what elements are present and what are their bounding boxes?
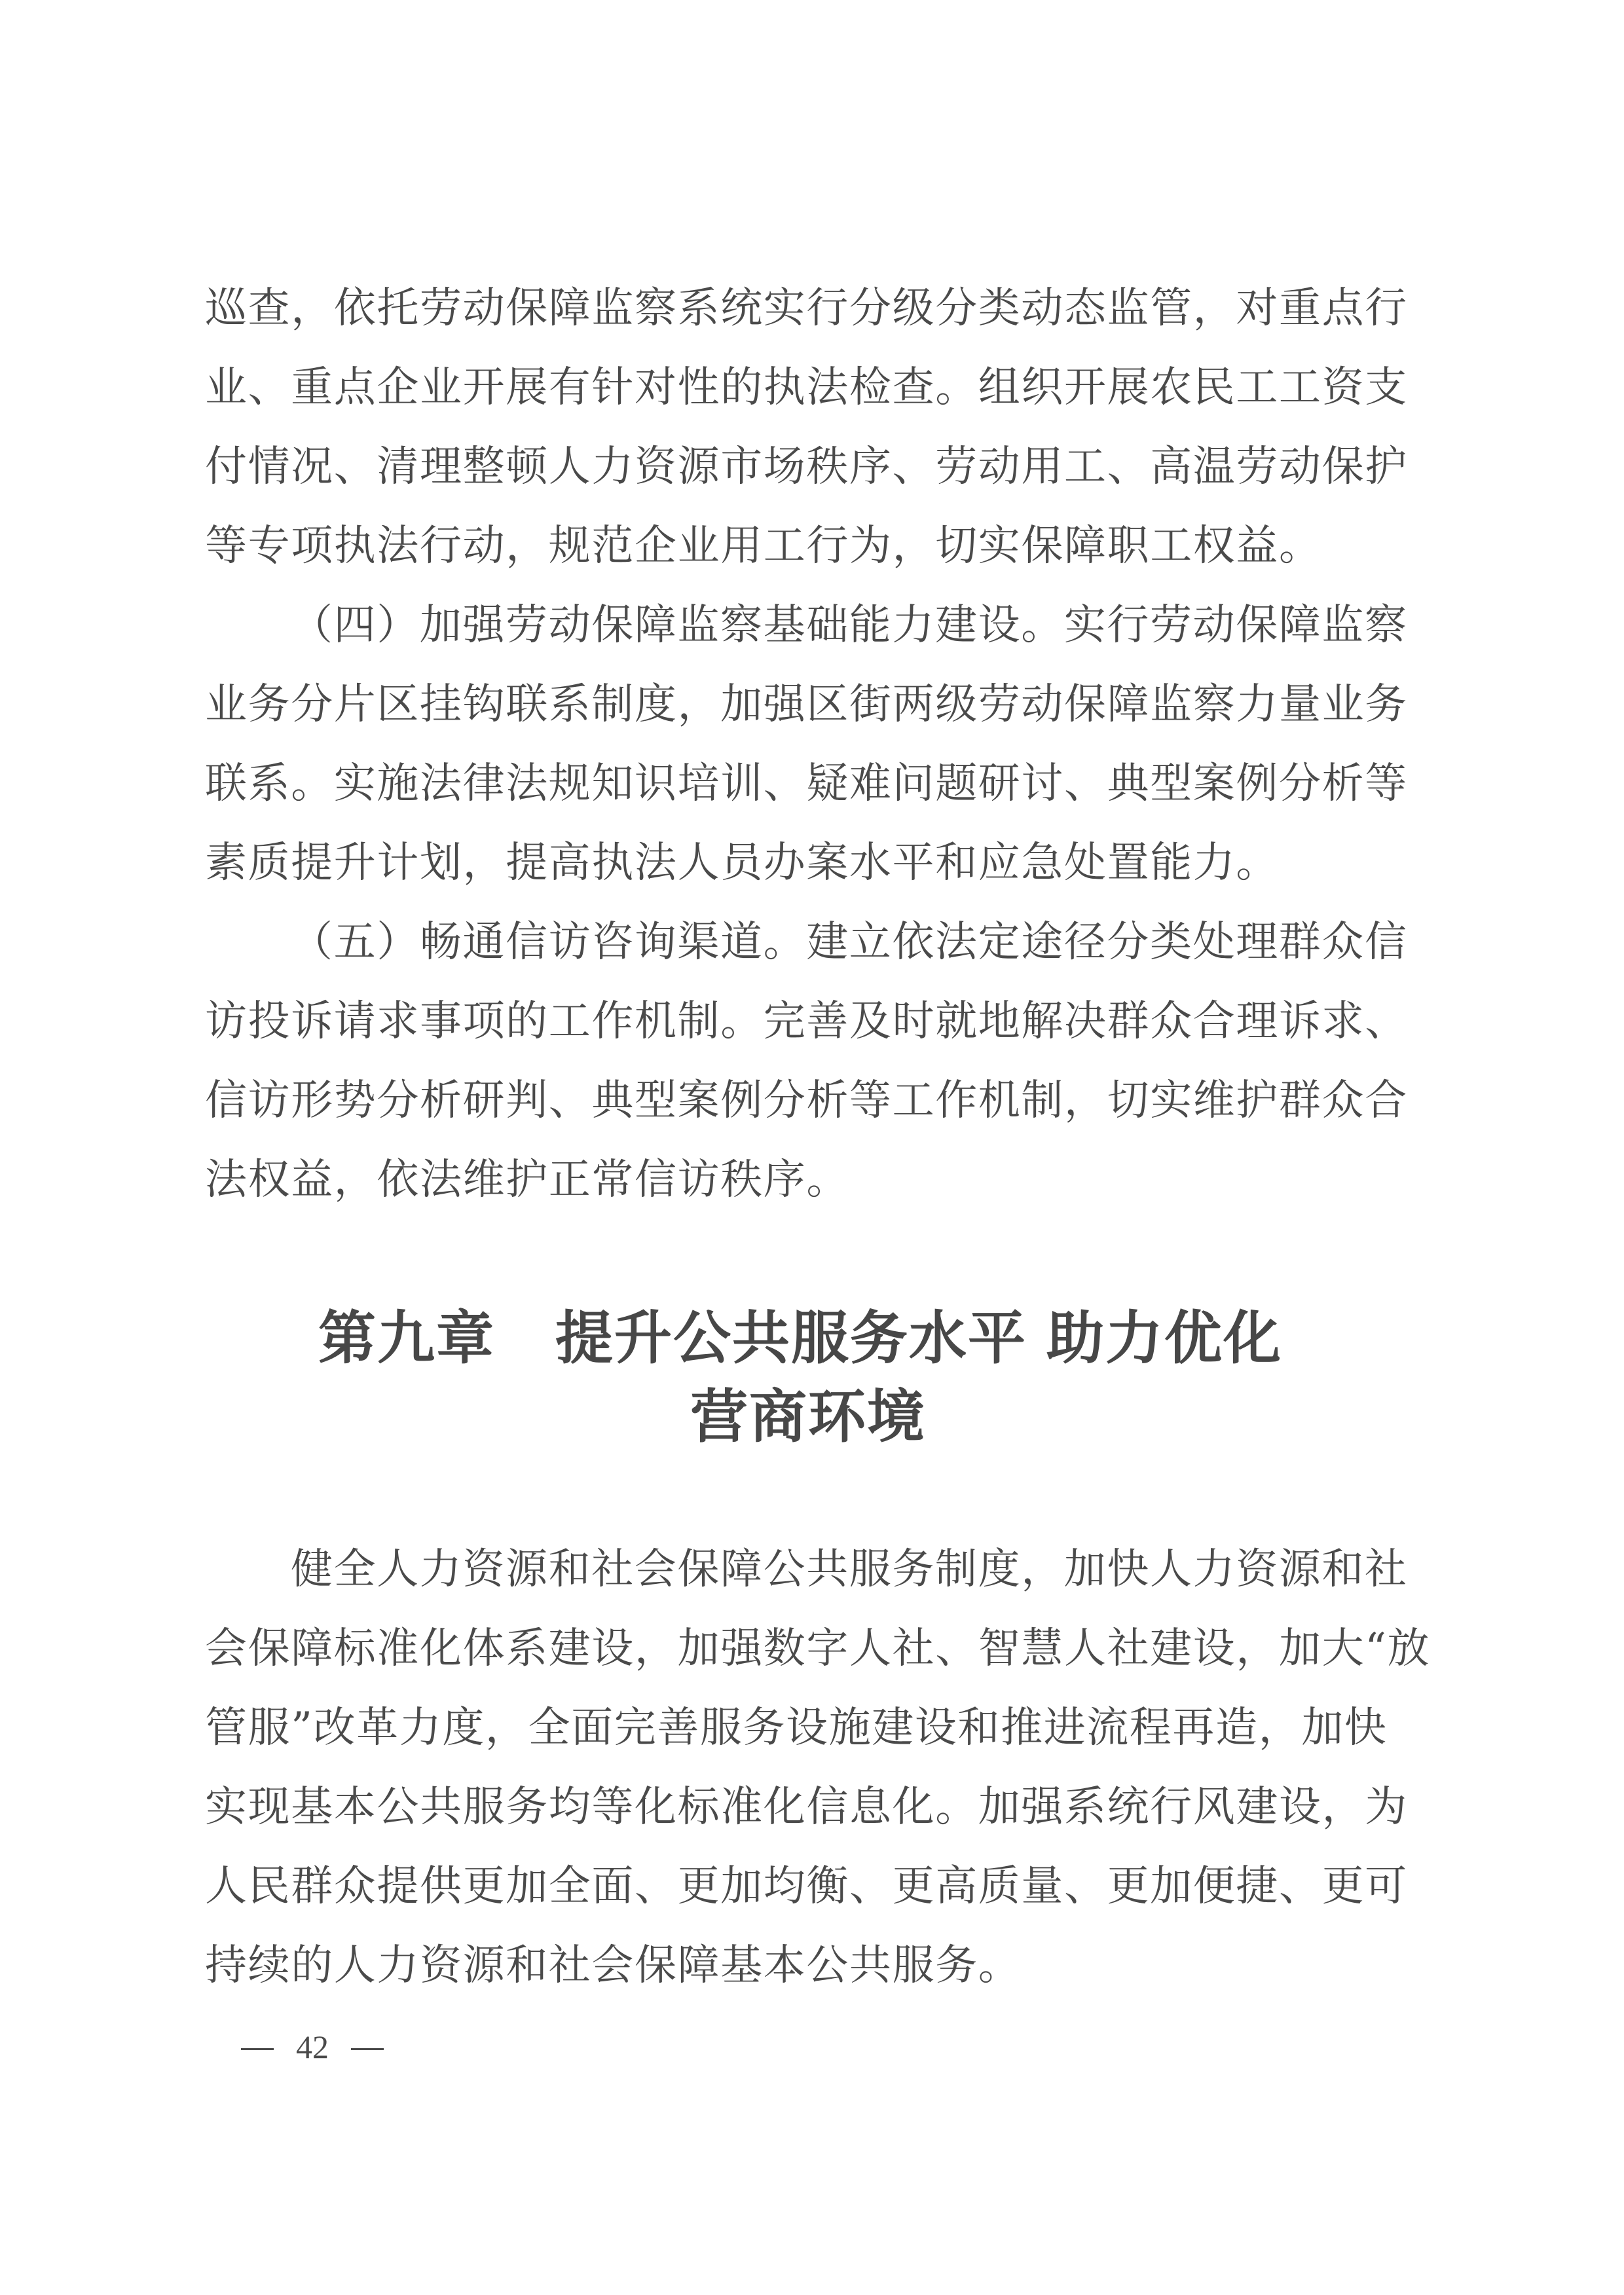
paragraph-line: 联系。实施法律法规知识培训、疑难问题研讨、典型案例分析等 (205, 760, 1408, 808)
chapter-number: 第九章 (318, 1304, 495, 1372)
paragraph-line: 业务分片区挂钩联系制度，加强区街两级劳动保障监察力量业务 (205, 680, 1408, 729)
paragraph-line: 会保障标准化体系建设，加强数字人社、智慧人社建设，加大“放 (205, 1625, 1431, 1673)
chapter-heading-line-1 (0, 1298, 1612, 1377)
paragraph-line: 人民群众提供更加全面、更加均衡、更高质量、更加便捷、更可 (205, 1862, 1408, 1911)
paragraph-line: 健全人力资源和社会保障公共服务制度，加快人力资源和社 (291, 1545, 1408, 1594)
page-number-dash-right (351, 2048, 384, 2050)
page-number-dash-left (241, 2048, 274, 2050)
paragraph-text: 实行劳动保障监察 (1063, 601, 1408, 650)
paragraph-line: 付情况、清理整顿人力资源市场秩序、劳动用工、高温劳动保护 (205, 443, 1408, 491)
item-5-heading: （五）畅通信访咨询渠道。 (291, 918, 807, 966)
paragraph-text: 建立依法定途径分类处理群众信 (806, 918, 1408, 966)
paragraph-line: 等专项执法行动，规范企业用工行为，切实保障职工权益。 (205, 522, 1322, 570)
paragraph-line: 持续的人力资源和社会保障基本公共服务。 (205, 1941, 1022, 1990)
chapter-intro-text (205, 1530, 1431, 2006)
page-number (241, 2027, 384, 2066)
paragraph-line: 访投诉请求事项的工作机制。完善及时就地解决群众合理诉求、 (205, 997, 1408, 1046)
paragraph-line: 业、重点企业开展有针对性的执法检查。组织开展农民工工资支 (205, 363, 1408, 412)
paragraph-line: 管服”改革力度，全面完善服务设施建设和推进流程再造，加快 (205, 1704, 1388, 1752)
chapter-heading (0, 1298, 1624, 1456)
chapter-title-part-1: 提升公共服务水平 (555, 1304, 1027, 1372)
item-4-first-line (205, 586, 1423, 665)
paragraph-line: 信访形势分析研判、典型案例分析等工作机制，切实维护群众合 (205, 1076, 1408, 1125)
body-text-top (205, 269, 1423, 1220)
paragraph-line: 法权益，依法维护正常信访秩序。 (205, 1156, 849, 1204)
paragraph-line: 素质提升计划，提高执法人员办案水平和应急处置能力。 (205, 839, 1279, 887)
item-5-first-line (205, 903, 1423, 982)
chapter-heading-line-2: 营商环境 (690, 1382, 926, 1450)
page-number-value: 42 (296, 2029, 329, 2065)
item-4-heading: （四）加强劳动保障监察基础能力建设。 (291, 601, 1064, 650)
paragraph-line: 巡查，依托劳动保障监察系统实行分级分类动态监管，对重点行 (205, 284, 1408, 333)
paragraph-line: 实现基本公共服务均等化标准化信息化。加强系统行风建设，为 (205, 1783, 1408, 1831)
chapter-title-part-2: 助力优化 (1046, 1304, 1283, 1372)
